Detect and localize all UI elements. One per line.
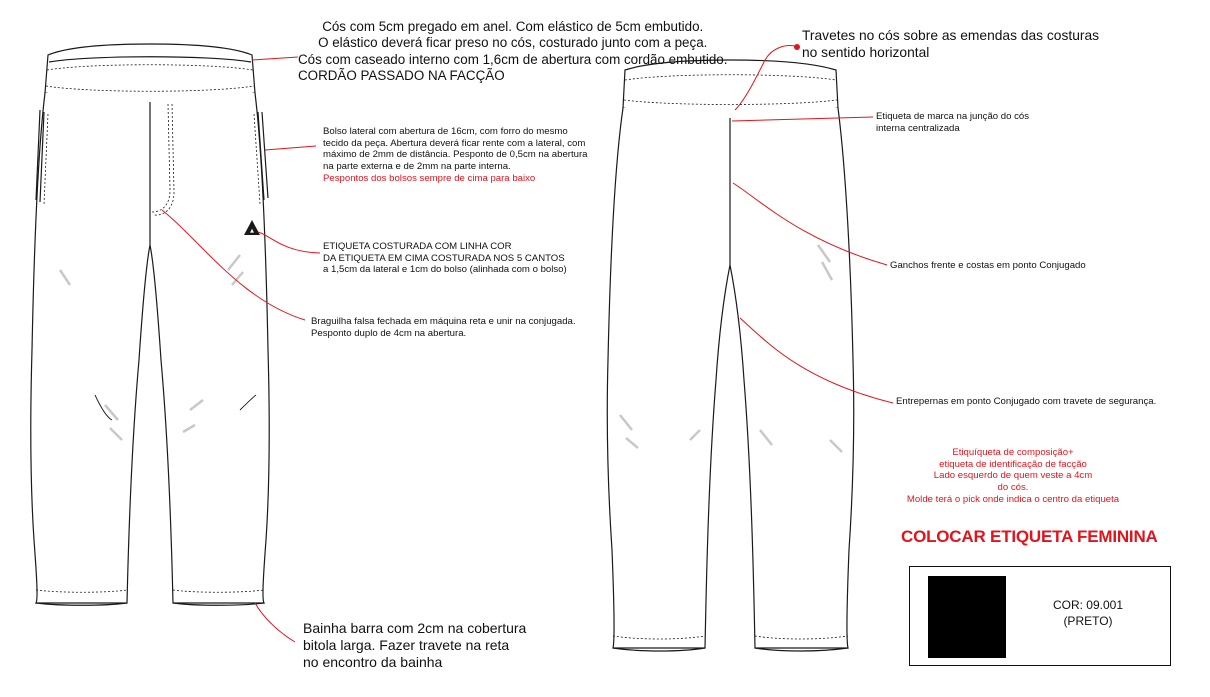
- feminine-label-headline: [901, 527, 1158, 548]
- note-fly-line-2: Pesponto duplo de 4cm na abertura.: [311, 327, 467, 339]
- note-hem-line-2: bitola larga. Fazer travete na reta: [303, 637, 510, 654]
- note-brand-label: [876, 111, 1029, 134]
- leader-pocket: [265, 146, 316, 150]
- note-composition-line-2: etiqueta de identificação de facção: [939, 458, 1087, 470]
- note-hem: [303, 620, 526, 671]
- note-label-stitch: [323, 241, 567, 276]
- note-pocket-line-3: máximo de 2mm de distância. Pesponto de 0,5cm na abertura: [323, 149, 588, 161]
- note-fly: [311, 316, 576, 339]
- note-composition-line-3: Lado esquerdo de quem veste a 4cm: [933, 470, 1093, 482]
- color-swatch: [928, 576, 1006, 658]
- note-label-line-3: a 1,5cm da lateral e 1cm do bolso (alinhada com o bolso): [323, 264, 567, 276]
- note-waistband-line-3: Cós com caseado interno com 1,6cm de abertura com cordão embutido.: [298, 51, 728, 67]
- leader-label: [258, 232, 320, 253]
- back-pants-view: [607, 60, 854, 651]
- color-box: [909, 566, 1171, 666]
- color-code: COR: 09.001: [1052, 598, 1124, 612]
- note-hooks-line: Ganchos frente e costas em ponto Conjugado: [890, 260, 1086, 271]
- color-name: (PRETO): [1063, 614, 1113, 629]
- note-brand-line-2: interna centralizada: [876, 122, 960, 134]
- note-pocket-red-line: Pespontos dos bolsos sempre de cima para baixo: [323, 172, 536, 184]
- note-pocket-line-1: Bolso lateral com abertura de 16cm, com forro do mesmo: [323, 126, 568, 137]
- note-brand-line-1: Etiqueta de marca na junção do cós: [876, 111, 1030, 122]
- note-composition-line-1: Etiquíqueta de composição+: [952, 447, 1074, 458]
- note-fly-line-1: Braguilha falsa fechada em máquina reta e unir na conjugada.: [311, 316, 576, 327]
- note-waistband-line-4: CORDÃO PASSADO NA FACÇÃO: [298, 68, 505, 84]
- note-composition-line-5: Molde terá o pick onde indica o centro da etiqueta: [906, 493, 1120, 505]
- leader-waistband: [252, 57, 298, 60]
- note-waistband-line-1: Cós com 5cm pregado em anel. Com elástico de 5cm embutido.: [322, 19, 704, 34]
- note-composition: [888, 447, 1138, 506]
- note-bartack-line-2: no sentido horizontal: [802, 44, 930, 60]
- note-bartack: [802, 28, 1099, 62]
- note-side-pocket: [323, 126, 588, 185]
- note-label-line-2: DA ETIQUETA EM CIMA COSTURADA NOS 5 CANTOS: [323, 252, 565, 264]
- brand-label-tag-mark: ▲: [250, 228, 254, 234]
- note-label-line-1: ETIQUETA COSTURADA COM LINHA COR: [323, 241, 512, 252]
- note-pocket-line-2: tecido da peça. Abertura deverá ficar rente com a lateral, com: [323, 137, 586, 149]
- leader-hem: [255, 603, 295, 642]
- note-hooks: [890, 260, 1086, 272]
- note-inseam-line: Entrepernas em ponto Conjugado com travete de segurança.: [896, 396, 1157, 407]
- note-hem-line-3: no encontro da bainha: [303, 654, 443, 671]
- color-label: [1028, 597, 1148, 629]
- note-waistband-line-2: O elástico deverá ficar preso no cós, costurado junto com a peça.: [318, 35, 708, 51]
- note-waistband: [298, 19, 727, 84]
- note-inseam: [896, 396, 1156, 408]
- leader-bartack-dot: [794, 44, 800, 50]
- note-pocket-line-4: na parte externa e de 2mm na parte interna.: [323, 161, 511, 173]
- note-composition-line-4: do cós.: [997, 482, 1029, 494]
- note-bartack-line-1: Travetes no cós sobre as emendas das costuras: [802, 28, 1100, 43]
- note-hem-line-1: Bainha barra com 2cm na cobertura: [303, 620, 527, 636]
- feminine-label-text: COLOCAR ETIQUETA FEMININA: [901, 527, 1158, 546]
- front-pants-view: [31, 44, 270, 605]
